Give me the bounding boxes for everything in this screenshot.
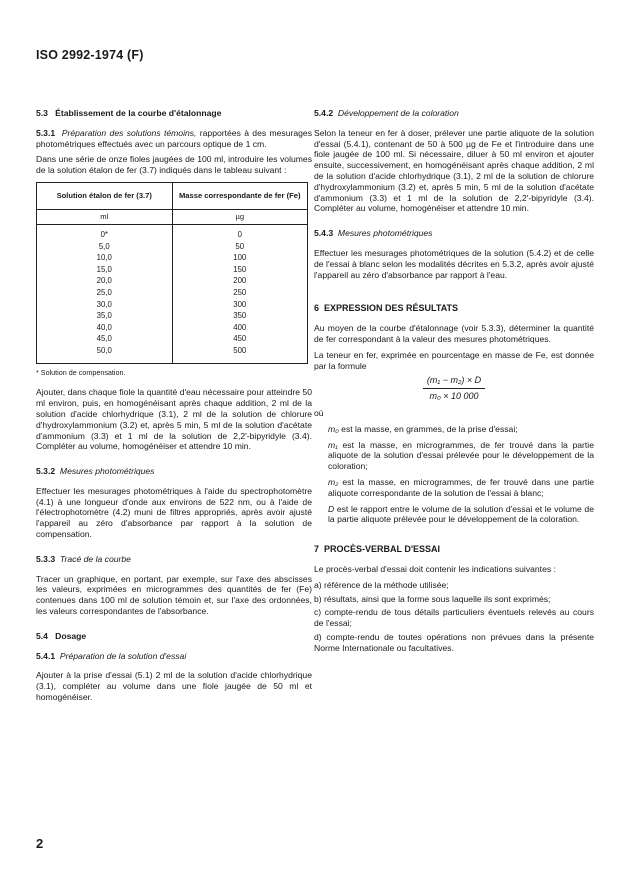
definition-text: est le rapport entre le volume de la solution d'essai et le volume de la partie aliquote prélevée pour le développement de la coloration. bbox=[328, 503, 594, 525]
left-column bbox=[36, 108, 312, 703]
section-heading-5-4 bbox=[36, 631, 312, 642]
table-cell: 30,0 bbox=[96, 299, 112, 309]
list-item: d) compte-rendu de toutes opérations non prévues dans la présente Norme Internationale ou facultatives. bbox=[314, 631, 594, 653]
table-column-mass bbox=[172, 224, 308, 363]
symbol: m₁ bbox=[328, 439, 338, 450]
definition-text: est la masse, en microgrammes, de fer trouvé dans une partie aliquote correspondante de la solution de l'essai à blanc; bbox=[328, 476, 595, 498]
table-cell: 400 bbox=[233, 322, 247, 332]
table-cell: 45,0 bbox=[96, 334, 112, 344]
formula-denominator: m₀ × 10 000 bbox=[429, 391, 479, 402]
paragraph: rapportées à des mesurages photométriques effectués avec un parcours optique de 1 cm. bbox=[36, 127, 312, 149]
definition-text: est la masse, en microgrammes, de fer trouvé dans la partie aliquote de la solution d'essai prélevée pour le développement de la coloration; bbox=[328, 439, 594, 472]
table-cell: 500 bbox=[233, 345, 247, 355]
table-header: Masse correspondante de fer (Fe) bbox=[172, 182, 308, 209]
list-item: a) référence de la méthode utilisée; bbox=[314, 579, 449, 590]
section-heading-5-4-3 bbox=[314, 228, 594, 239]
table-cell: 25,0 bbox=[96, 287, 112, 297]
symbol: m₂ bbox=[328, 476, 339, 487]
paragraph: Selon la teneur en fer à doser, prélever une partie aliquote de la solution d'essai (5.4.1), contenant de 50 à 500 µg de Fe et l'introduire dans une fiole jaugée de 100 ml. Si nécessaire, diluer à 50 ml environ et ajouter ensuite, successivement, en homogénéisant après chaque addition, 2 ml de la solution d'acide chlorhydrique (3.1), 2 ml de la solution de chlorure d'hydroxylammonium (3.2) et, après 5 min, 5 ml de la solution d'acétate d'ammonium (3.3) et 1 ml de la solution de 2,2'-bipyridyle (3.4). Compléter au volume, homogénéiser et attendre 10 min. bbox=[314, 127, 594, 214]
section-number: 5.4.3 bbox=[314, 228, 334, 239]
table-cell: 20,0 bbox=[96, 276, 112, 286]
document-header: ISO 2992-1974 (F) bbox=[36, 48, 144, 62]
right-column bbox=[314, 108, 594, 656]
table-footnote: * Solution de compensation. bbox=[36, 367, 126, 377]
calibration-table bbox=[36, 182, 308, 364]
table-cell: 40,0 bbox=[96, 322, 112, 332]
section-title: Préparation de la solution d'essai bbox=[59, 650, 187, 661]
table-cell: 10,0 bbox=[96, 253, 112, 263]
table-column-volume bbox=[37, 224, 173, 363]
definition-item bbox=[328, 477, 594, 499]
definition-text: est la masse, en grammes, de la prise d'essai; bbox=[341, 423, 518, 434]
section-heading-5-3-3 bbox=[36, 554, 312, 565]
section-number: 5.4.1 bbox=[36, 650, 56, 661]
section-heading-6 bbox=[314, 303, 594, 314]
table-cell: 35,0 bbox=[96, 311, 112, 321]
section-title: PROCÈS-VERBAL D'ESSAI bbox=[324, 544, 441, 555]
section-5-3-1 bbox=[36, 128, 312, 150]
definition-item bbox=[328, 440, 594, 472]
symbol: m₀ bbox=[328, 423, 339, 434]
table-unit: µg bbox=[172, 209, 308, 224]
paragraph: Tracer un graphique, en portant, par exemple, sur l'axe des abscisses les valeurs, exprimées en microgrammes des quantités de fer (Fe) contenues dans 100 ml de solution témoin et, sur l'axe des ordonnées, les valeurs correspondantes de l'absorbance. bbox=[36, 573, 312, 617]
paragraph: Effectuer les mesurages photométriques de la solution (5.4.2) et de celle de l'essai à blanc selon les modalités décrites en 5.3.2, après avoir ajusté l'appareil au zéro d'absorbance par rapport à l'eau. bbox=[314, 247, 594, 280]
section-heading-5-4-1 bbox=[36, 651, 312, 662]
formula-where: où bbox=[314, 407, 324, 418]
paragraph: Ajouter à la prise d'essai (5.1) 2 ml de la solution d'acide chlorhydrique (3.1), compléter au volume dans une fiole jaugée de 50 ml et homogénéiser. bbox=[36, 670, 312, 703]
definition-item bbox=[328, 504, 594, 526]
table-cell: 250 bbox=[233, 287, 247, 297]
paragraph: La teneur en fer, exprimée en pourcentage en masse de Fe, est donnée par la formule bbox=[314, 349, 594, 371]
list-item: b) résultats, ainsi que la forme sous laquelle ils sont exprimés; bbox=[314, 593, 551, 604]
table-unit: ml bbox=[37, 209, 173, 224]
symbol: D bbox=[328, 503, 335, 514]
section-title: Tracé de la courbe bbox=[59, 553, 131, 564]
table-header: Solution étalon de fer (3.7) bbox=[37, 182, 173, 209]
section-title: Développement de la coloration bbox=[337, 108, 459, 118]
section-heading-5-3 bbox=[36, 108, 312, 119]
definition-item bbox=[328, 424, 594, 435]
paragraph: Dans une série de onze fioles jaugées de 100 ml, introduire les volumes de la solution étalon de fer (3.7) indiqués dans le tableau suivant : bbox=[36, 154, 312, 176]
table-cell: 15,0 bbox=[96, 264, 112, 274]
section-title: Mesures photométriques bbox=[59, 466, 155, 477]
section-number: 6 bbox=[314, 303, 320, 314]
section-number: 5.3 bbox=[36, 108, 48, 118]
table-cell: 100 bbox=[233, 253, 247, 263]
paragraph: Ajouter, dans chaque fiole la quantité d'eau nécessaire pour atteindre 50 ml environ, puis, en homogénéisant après chaque addition, 2 ml de la solution d'acide chlorhydrique (3.1), 2 ml de la solution de chlorure d'hydroxylammonium (3.2) et, après 5 min, 5 ml de la solution d'acétate d'ammonium (3.3) et 1 ml de la solution de 2,2'-bipyridyle (3.4). Compléter au volume, homogénéiser et attendre 10 min. bbox=[36, 387, 312, 452]
table-cell: 350 bbox=[233, 311, 247, 321]
list-item: c) compte-rendu de tous détails particuliers éventuels relevés au cours de l'essai; bbox=[314, 607, 594, 629]
section-title: Établissement de la courbe d'étalonnage bbox=[55, 108, 222, 118]
section-number: 7 bbox=[314, 544, 320, 555]
paragraph: Le procès-verbal d'essai doit contenir les indications suivantes : bbox=[314, 563, 556, 574]
paragraph: Au moyen de la courbe d'étalonnage (voir 5.3.3), déterminer la quantité de fer correspondant à la valeur des mesures photométriques. bbox=[314, 323, 594, 344]
section-title: Préparation des solutions témoins, bbox=[61, 127, 197, 138]
section-title: EXPRESSION DES RÉSULTATS bbox=[324, 303, 459, 314]
formula-numerator: (m₁ − m₂) × D bbox=[423, 375, 485, 389]
table-cell: 450 bbox=[233, 334, 247, 344]
report-items bbox=[314, 580, 594, 654]
table-cell: 50,0 bbox=[96, 345, 112, 355]
section-heading-5-4-2 bbox=[314, 108, 594, 119]
section-number: 5.3.1 bbox=[36, 127, 56, 138]
table-cell: 0 bbox=[237, 229, 242, 239]
table-cell: 50 bbox=[235, 241, 245, 251]
formula bbox=[314, 375, 594, 402]
section-heading-7 bbox=[314, 544, 594, 555]
section-number: 5.4 bbox=[36, 630, 48, 641]
section-number: 5.3.3 bbox=[36, 553, 56, 564]
table-cell: 0* bbox=[100, 229, 108, 239]
paragraph: Effectuer les mesurages photométriques à l'aide du spectrophotomètre (4.1) à une longueur d'onde aux environs de 522 nm, ou à l'aide de l'électrophotomètre (4.2) muni de filtres appropriés, après avoir ajusté l'appareil au zéro d'absorbance par rapport à la solution de compensation. bbox=[36, 485, 312, 540]
table-cell: 5,0 bbox=[98, 241, 110, 251]
definitions bbox=[314, 424, 594, 525]
table-cell: 200 bbox=[233, 276, 247, 286]
section-title: Mesures photométriques bbox=[337, 228, 433, 239]
section-heading-5-3-2 bbox=[36, 466, 312, 477]
section-number: 5.4.2 bbox=[314, 108, 334, 118]
page-number: 2 bbox=[36, 836, 44, 851]
table-cell: 300 bbox=[233, 299, 247, 309]
section-title: Dosage bbox=[55, 630, 87, 641]
section-number: 5.3.2 bbox=[36, 466, 56, 477]
table-cell: 150 bbox=[233, 264, 247, 274]
